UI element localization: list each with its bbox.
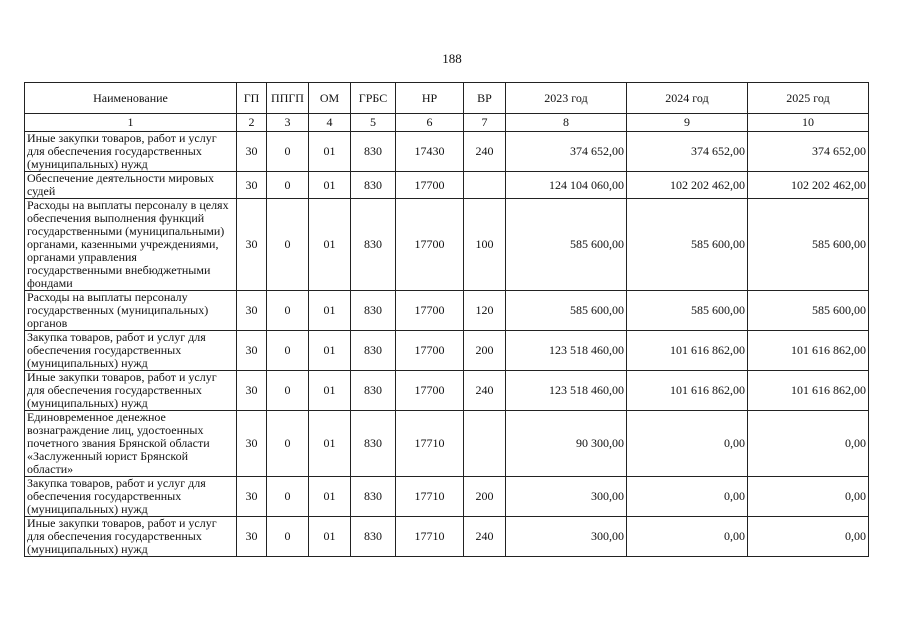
ppgp-code: 0 xyxy=(267,291,309,331)
gp-code: 30 xyxy=(237,371,267,411)
header-cell: ОМ xyxy=(309,83,351,114)
column-number: 2 xyxy=(237,114,267,132)
vr-code xyxy=(464,411,506,477)
header-cell: НР xyxy=(396,83,464,114)
amount-2025: 0,00 xyxy=(748,411,869,477)
column-number: 1 xyxy=(25,114,237,132)
amount-2023: 300,00 xyxy=(506,517,627,557)
amount-2025: 0,00 xyxy=(748,477,869,517)
om-code: 01 xyxy=(309,291,351,331)
row-name: Иные закупки товаров, работ и услуг для обеспечения государственных (муниципальных) нужд xyxy=(25,132,237,172)
amount-2024: 585 600,00 xyxy=(627,291,748,331)
amount-2025: 585 600,00 xyxy=(748,291,869,331)
column-number-row xyxy=(25,114,869,132)
amount-2023: 123 518 460,00 xyxy=(506,371,627,411)
amount-2023: 374 652,00 xyxy=(506,132,627,172)
amount-2025: 101 616 862,00 xyxy=(748,371,869,411)
nr-code: 17700 xyxy=(396,199,464,291)
vr-code xyxy=(464,172,506,199)
header-cell: 2025 год xyxy=(748,83,869,114)
column-number: 10 xyxy=(748,114,869,132)
header-cell: ГРБС xyxy=(351,83,396,114)
table-row xyxy=(25,477,869,517)
amount-2024: 101 616 862,00 xyxy=(627,371,748,411)
gp-code: 30 xyxy=(237,132,267,172)
amount-2024: 585 600,00 xyxy=(627,199,748,291)
nr-code: 17700 xyxy=(396,331,464,371)
vr-code: 100 xyxy=(464,199,506,291)
table-row xyxy=(25,199,869,291)
column-number: 7 xyxy=(464,114,506,132)
om-code: 01 xyxy=(309,477,351,517)
ppgp-code: 0 xyxy=(267,517,309,557)
gp-code: 30 xyxy=(237,477,267,517)
table-row xyxy=(25,411,869,477)
amount-2024: 374 652,00 xyxy=(627,132,748,172)
amount-2024: 0,00 xyxy=(627,517,748,557)
grbs-code: 830 xyxy=(351,411,396,477)
row-name: Единовременное денежное вознаграждение лиц, удостоенных почетного звания Брянской области «Заслуженный юрист Брянской области» xyxy=(25,411,237,477)
amount-2025: 101 616 862,00 xyxy=(748,331,869,371)
amount-2023: 585 600,00 xyxy=(506,291,627,331)
table-row xyxy=(25,517,869,557)
vr-code: 200 xyxy=(464,331,506,371)
grbs-code: 830 xyxy=(351,331,396,371)
ppgp-code: 0 xyxy=(267,331,309,371)
grbs-code: 830 xyxy=(351,132,396,172)
amount-2025: 585 600,00 xyxy=(748,199,869,291)
row-name: Закупка товаров, работ и услуг для обеспечения государственных (муниципальных) нужд xyxy=(25,477,237,517)
vr-code: 120 xyxy=(464,291,506,331)
budget-table xyxy=(24,82,869,557)
vr-code: 200 xyxy=(464,477,506,517)
table-row xyxy=(25,331,869,371)
amount-2025: 102 202 462,00 xyxy=(748,172,869,199)
header-cell: Наименование xyxy=(25,83,237,114)
amount-2025: 374 652,00 xyxy=(748,132,869,172)
grbs-code: 830 xyxy=(351,517,396,557)
nr-code: 17700 xyxy=(396,172,464,199)
nr-code: 17700 xyxy=(396,291,464,331)
table-row xyxy=(25,371,869,411)
gp-code: 30 xyxy=(237,291,267,331)
row-name: Расходы на выплаты персоналу в целях обеспечения выполнения функций государственными (муниципальными) органами, казенными учреждениями, органами управления государственными внебюджетными фондами xyxy=(25,199,237,291)
om-code: 01 xyxy=(309,172,351,199)
om-code: 01 xyxy=(309,371,351,411)
ppgp-code: 0 xyxy=(267,199,309,291)
nr-code: 17700 xyxy=(396,371,464,411)
nr-code: 17430 xyxy=(396,132,464,172)
row-name: Иные закупки товаров, работ и услуг для обеспечения государственных (муниципальных) нужд xyxy=(25,371,237,411)
header-cell: 2024 год xyxy=(627,83,748,114)
amount-2023: 123 518 460,00 xyxy=(506,331,627,371)
amount-2024: 102 202 462,00 xyxy=(627,172,748,199)
ppgp-code: 0 xyxy=(267,477,309,517)
om-code: 01 xyxy=(309,331,351,371)
gp-code: 30 xyxy=(237,199,267,291)
header-row xyxy=(25,83,869,114)
column-number: 4 xyxy=(309,114,351,132)
grbs-code: 830 xyxy=(351,371,396,411)
column-number: 5 xyxy=(351,114,396,132)
amount-2023: 90 300,00 xyxy=(506,411,627,477)
nr-code: 17710 xyxy=(396,477,464,517)
amount-2023: 300,00 xyxy=(506,477,627,517)
amount-2024: 0,00 xyxy=(627,411,748,477)
grbs-code: 830 xyxy=(351,199,396,291)
gp-code: 30 xyxy=(237,411,267,477)
grbs-code: 830 xyxy=(351,477,396,517)
row-name: Расходы на выплаты персоналу государственных (муниципальных) органов xyxy=(25,291,237,331)
ppgp-code: 0 xyxy=(267,172,309,199)
table-row xyxy=(25,172,869,199)
amount-2024: 0,00 xyxy=(627,477,748,517)
column-number: 9 xyxy=(627,114,748,132)
amount-2023: 585 600,00 xyxy=(506,199,627,291)
grbs-code: 830 xyxy=(351,291,396,331)
gp-code: 30 xyxy=(237,172,267,199)
amount-2025: 0,00 xyxy=(748,517,869,557)
header-cell: 2023 год xyxy=(506,83,627,114)
vr-code: 240 xyxy=(464,132,506,172)
header-cell: ППГП xyxy=(267,83,309,114)
ppgp-code: 0 xyxy=(267,132,309,172)
grbs-code: 830 xyxy=(351,172,396,199)
table-row xyxy=(25,132,869,172)
row-name: Иные закупки товаров, работ и услуг для обеспечения государственных (муниципальных) нужд xyxy=(25,517,237,557)
column-number: 6 xyxy=(396,114,464,132)
vr-code: 240 xyxy=(464,517,506,557)
gp-code: 30 xyxy=(237,517,267,557)
om-code: 01 xyxy=(309,411,351,477)
column-number: 8 xyxy=(506,114,627,132)
om-code: 01 xyxy=(309,517,351,557)
amount-2024: 101 616 862,00 xyxy=(627,331,748,371)
vr-code: 240 xyxy=(464,371,506,411)
ppgp-code: 0 xyxy=(267,411,309,477)
row-name: Обеспечение деятельности мировых судей xyxy=(25,172,237,199)
om-code: 01 xyxy=(309,199,351,291)
gp-code: 30 xyxy=(237,331,267,371)
header-cell: ВР xyxy=(464,83,506,114)
om-code: 01 xyxy=(309,132,351,172)
column-number: 3 xyxy=(267,114,309,132)
header-cell: ГП xyxy=(237,83,267,114)
page-number: 188 xyxy=(442,51,462,66)
nr-code: 17710 xyxy=(396,517,464,557)
ppgp-code: 0 xyxy=(267,371,309,411)
table-row xyxy=(25,291,869,331)
amount-2023: 124 104 060,00 xyxy=(506,172,627,199)
row-name: Закупка товаров, работ и услуг для обеспечения государственных (муниципальных) нужд xyxy=(25,331,237,371)
nr-code: 17710 xyxy=(396,411,464,477)
